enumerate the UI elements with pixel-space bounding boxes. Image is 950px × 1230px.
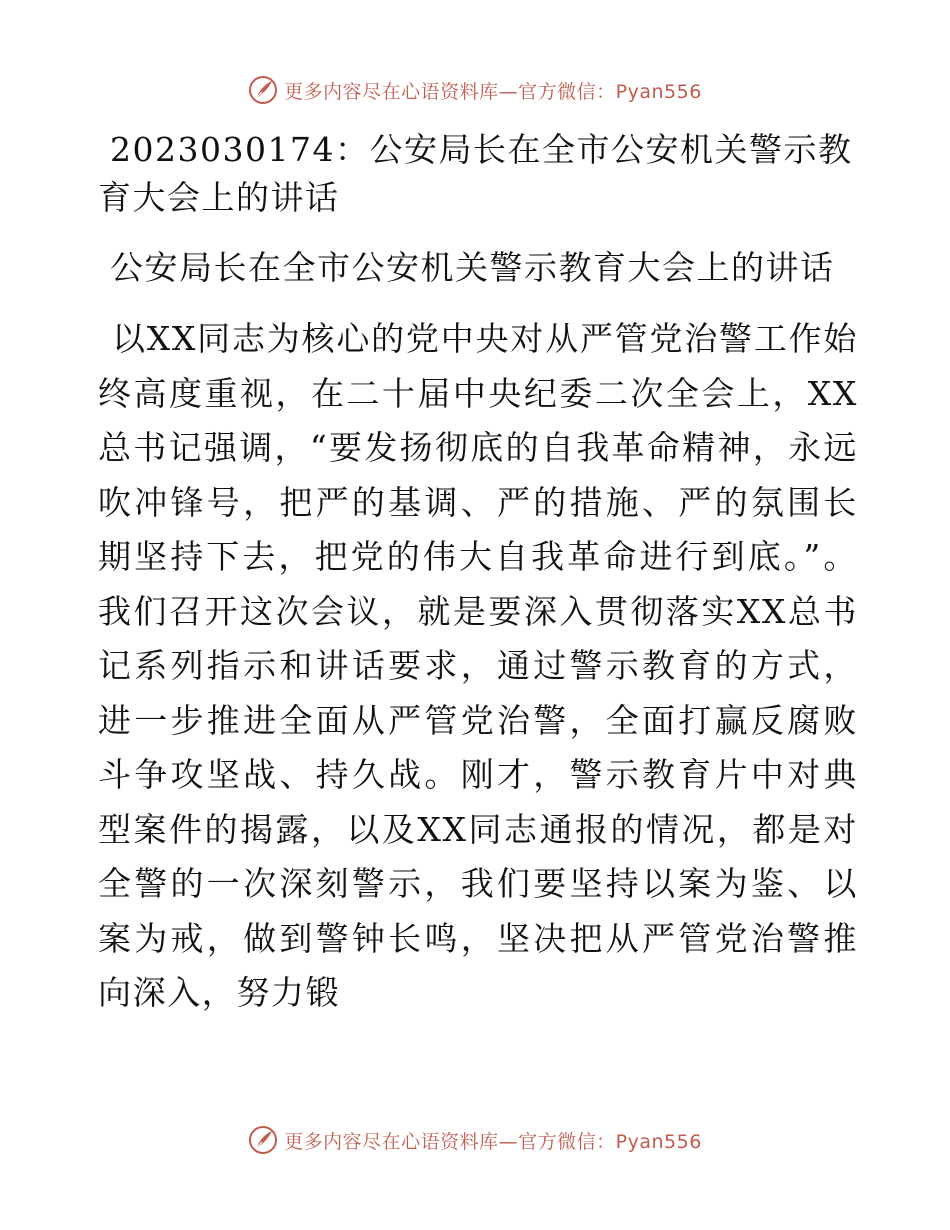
feather-pen-icon [248,75,278,105]
document-paragraph: 以XX同志为核心的党中央对从严管党治警工作始终高度重视，在二十届中央纪委二次全会上，XX总书记强调，“要发扬彻底的自我革命精神，永远吹冲锋号，把严的基调、严的措施、严的氛围长期坚持下去，把党的伟大自我革命进行到底。”。我们召开这次会议，就是要深入贯彻落实XX总书记系列指示和讲话要求，通过警示教育的方式，进一步推进全面从严管党治警，全面打赢反腐败斗争攻坚战、持久战。刚才，警示教育片中对典型案件的揭露，以及XX同志通报的情况，都是对全警的一次深刻警示，我们要坚持以案为鉴、以案为戒，做到警钟长鸣，坚决把从严管党治警推向深入，努力锻 [98,319,858,1012]
watermark-text: 更多内容尽在心语资料库—官方微信：Pyan556 [284,80,702,103]
document-content [98,126,858,1021]
document-title: 2023030174：公安局长在全市公安机关警示教育大会上的讲话 [98,130,853,217]
feather-pen-icon [248,1125,278,1155]
watermark-text: 更多内容尽在心语资料库—官方微信：Pyan556 [284,1130,702,1153]
document-subtitle: 公安局长在全市公安机关警示教育大会上的讲话 [110,248,835,287]
header-watermark [0,70,950,110]
footer-watermark [0,1120,950,1160]
